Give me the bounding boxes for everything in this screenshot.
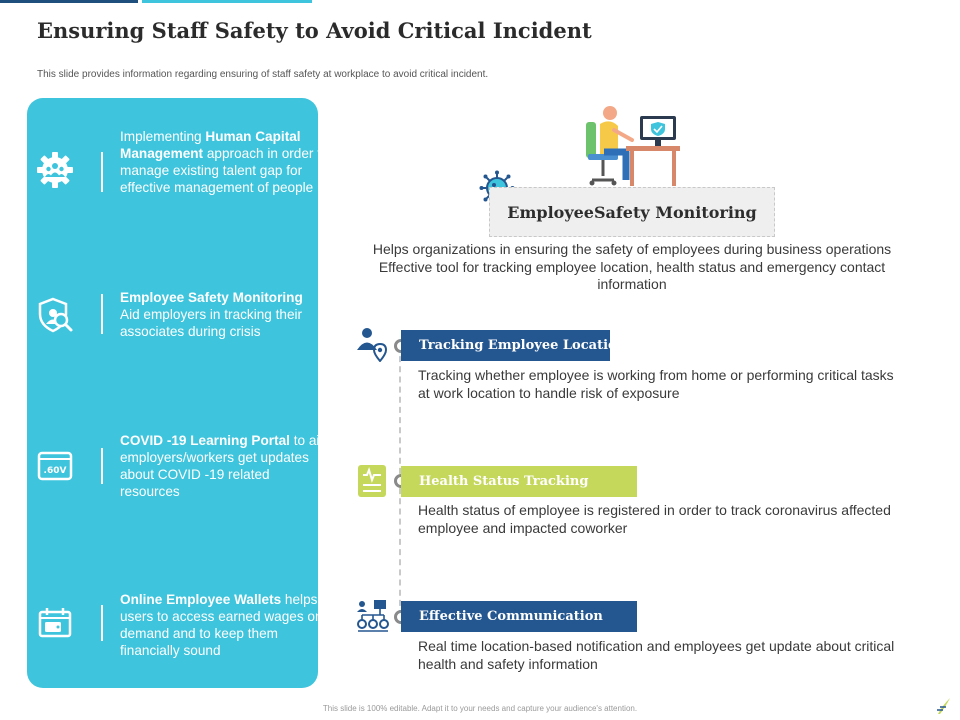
section-bar-tracking-location: Tracking Employee Location [401, 330, 610, 361]
wallet-calendar-icon [35, 603, 75, 643]
panel-item-text [120, 289, 332, 340]
top-accent-bar-navy [0, 0, 138, 3]
covid-portal-icon [35, 446, 75, 486]
panel-item-divider [101, 605, 103, 641]
panel-item-bold: Online Employee Wallets [120, 592, 282, 607]
panel-item-bold: COVID -19 Learning Portal [120, 433, 290, 448]
brand-logo-icon [934, 696, 954, 716]
person-location-icon [354, 326, 390, 362]
panel-item-text [120, 432, 332, 500]
section-bar-effective-communication: Effective Communication [401, 601, 637, 632]
shield-search-icon [35, 295, 75, 335]
panel-item-text [120, 591, 332, 659]
section-bar-health-status: Health Status Tracking [401, 466, 637, 497]
intro-text: Helps organizations in ensuring the safety of employees during business operations Effective tool for tracking employee location, health status and emergency contact information [372, 241, 892, 292]
section-desc-health-status: Health status of employee is registered in order to track coronavirus affected employee and impacted coworker [418, 502, 891, 536]
employee-safety-monitoring-heading: EmployeeSafety Monitoring [489, 187, 775, 237]
gear-people-icon [35, 150, 75, 190]
section-desc-tracking-location: Tracking whether employee is working from home or performing critical tasks at work location to handle risk of exposure [418, 367, 894, 401]
top-accent-bar-cyan [142, 0, 312, 3]
org-network-icon [354, 598, 390, 634]
person-at-computer-illustration [580, 100, 690, 192]
covid-portal-icon-text: .60V [43, 466, 67, 476]
panel-item-post: approach in order to manage existing talent gap for effective management of people [120, 146, 329, 195]
panel-item-bold: Employee Safety Monitoring [120, 290, 303, 305]
panel-item-pre: Implementing [120, 129, 206, 144]
footer-note: This slide is 100% editable. Adapt it to your needs and capture your audience's attention. [322, 704, 638, 713]
left-panel [27, 98, 329, 688]
slide-subtitle: This slide provides information regarding ensuring of staff safety at workplace to avoid critical incident. [37, 69, 489, 80]
panel-item-divider [101, 448, 103, 484]
health-checklist-icon [356, 463, 392, 499]
panel-item-text [120, 128, 332, 196]
panel-item-post: helps users to access earned wages on demand and to keep them financially sound [120, 592, 323, 658]
panel-item-divider [101, 294, 103, 334]
panel-item-divider [101, 152, 103, 192]
slide-title: Ensuring Staff Safety to Avoid Critical Incident [37, 18, 592, 43]
panel-item-post: Aid employers in tracking their associates during crisis [120, 307, 303, 339]
panel-item-bold: Human Capital Management [120, 129, 301, 161]
panel-item-post: to aid employers/workers get updates about COVID -19 related resources [120, 433, 327, 499]
section-desc-effective-communication: Real time location-based notification and employees get update about critical health and safety information [418, 638, 895, 672]
